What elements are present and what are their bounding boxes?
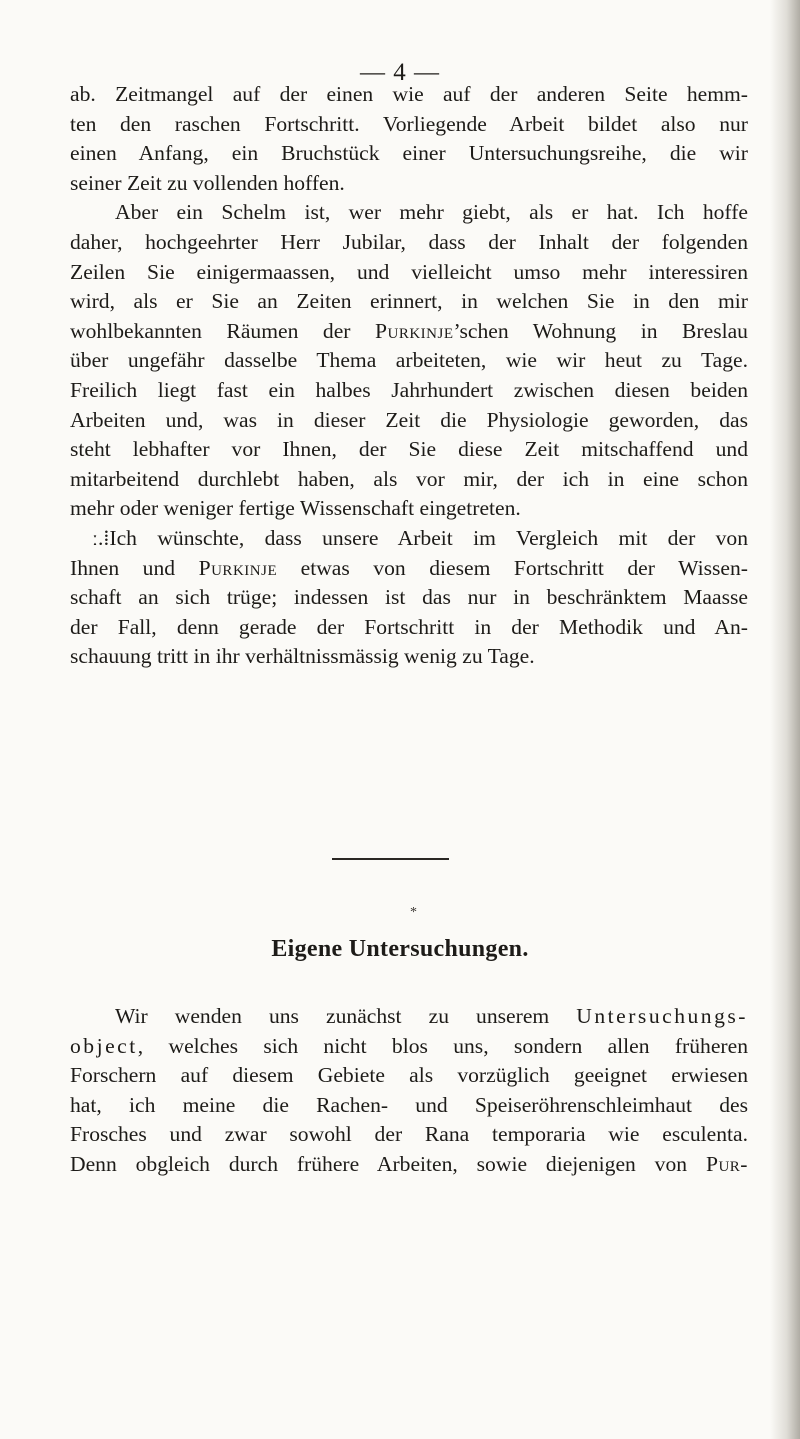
page-number: — 4 —	[360, 59, 440, 86]
text-block-investigations	[70, 1002, 748, 1180]
emphasis-untersuchungs: Untersuchungs-	[576, 1004, 748, 1028]
text-line: Frosches und zwar sowohl der Rana temporaria wie esculenta.	[70, 1122, 748, 1147]
text-line: einen Anfang, ein Bruchstück einer Untersuchungsreihe, die wir	[70, 141, 748, 166]
text-line: Zeilen Sie einigermaassen, und vielleicht umso mehr interessiren	[70, 259, 748, 284]
text-line: Forschern auf diesem Gebiete als vorzüglich geeignet erwiesen	[70, 1063, 748, 1088]
section-divider	[332, 858, 449, 860]
text-line: über ungefähr dasselbe Thema arbeiteten, wie wir heut zu Tage.	[70, 348, 748, 373]
name-purkinje: Purkinje	[198, 555, 278, 580]
text-line	[70, 1032, 748, 1062]
text-line: Freilich liegt fast ein halbes Jahrhundert zwischen diesen beiden	[70, 377, 748, 402]
text-fragment: , welches sich nicht blos uns, sondern allen früheren	[137, 1033, 748, 1058]
text-fragment: Ihnen und	[70, 555, 176, 580]
text-line: seiner Zeit zu vollenden hoffen.	[70, 170, 345, 195]
text-fragment: Denn obgleich durch frühere Arbeiten, sowie diejenigen von	[70, 1151, 688, 1176]
text-line	[70, 1150, 748, 1180]
name-purkinje: Purkinje	[374, 318, 454, 343]
text-line: ab. Zeitmangel auf der einen wie auf der anderen Seite hemm-	[70, 82, 748, 106]
emphasis-object: object	[70, 1033, 138, 1058]
text-fragment: ’schen Wohnung in Breslau	[453, 318, 748, 343]
text-line: Arbeiten und, was in dieser Zeit die Physiologie geworden, das	[70, 407, 748, 432]
text-fragment: Wir wenden uns zunächst zu unserem	[115, 1004, 577, 1028]
text-line	[70, 317, 748, 347]
section-heading: Eigene Untersuchungen.	[271, 936, 529, 962]
text-line: schauung tritt in ihr verhältnissmässig wenig zu Tage.	[70, 644, 535, 669]
text-line: mehr oder weniger fertige Wissenschaft eingetreten.	[70, 496, 521, 521]
text-line: daher, hochgeehrter Herr Jubilar, dass der Inhalt der folgenden	[70, 229, 748, 254]
asterisk-ornament: *	[410, 905, 417, 920]
text-line: steht lebhafter vor Ihnen, der Sie diese Zeit mitschaffend und	[70, 437, 748, 462]
text-line: schaft an sich trüge; indessen ist das nur in beschränktem Maasse	[70, 585, 748, 610]
text-line	[70, 524, 748, 554]
print-artifact: ː.⁞	[92, 525, 110, 550]
text-line: Aber ein Schelm ist, wer mehr giebt, als er hat. Ich hoffe	[115, 200, 748, 225]
text-line: wird, als er Sie an Zeiten erinnert, in welchen Sie in den mir	[70, 289, 748, 314]
text-fragment: Ich wünschte, dass unsere Arbeit im Vergleich mit der von	[109, 525, 748, 550]
name-purkinje-hyphenated: Pur-	[705, 1151, 748, 1176]
text-line: der Fall, denn gerade der Fortschritt in der Methodik und An-	[70, 614, 748, 639]
text-block-intro	[70, 80, 748, 672]
page-binding-edge	[770, 0, 800, 1439]
text-line: hat, ich meine die Rachen- und Speiseröhrenschleimhaut des	[70, 1092, 748, 1117]
text-fragment: etwas von diesem Fortschritt der Wissen-	[277, 555, 748, 580]
text-line: mitarbeitend durchlebt haben, als vor mir, der ich in eine schon	[70, 466, 748, 491]
text-fragment: wohlbekannten Räumen der	[70, 318, 351, 343]
text-line	[70, 1002, 748, 1032]
text-line	[70, 554, 748, 584]
text-line: ten den raschen Fortschritt. Vorliegende Arbeit bildet also nur	[70, 111, 748, 136]
